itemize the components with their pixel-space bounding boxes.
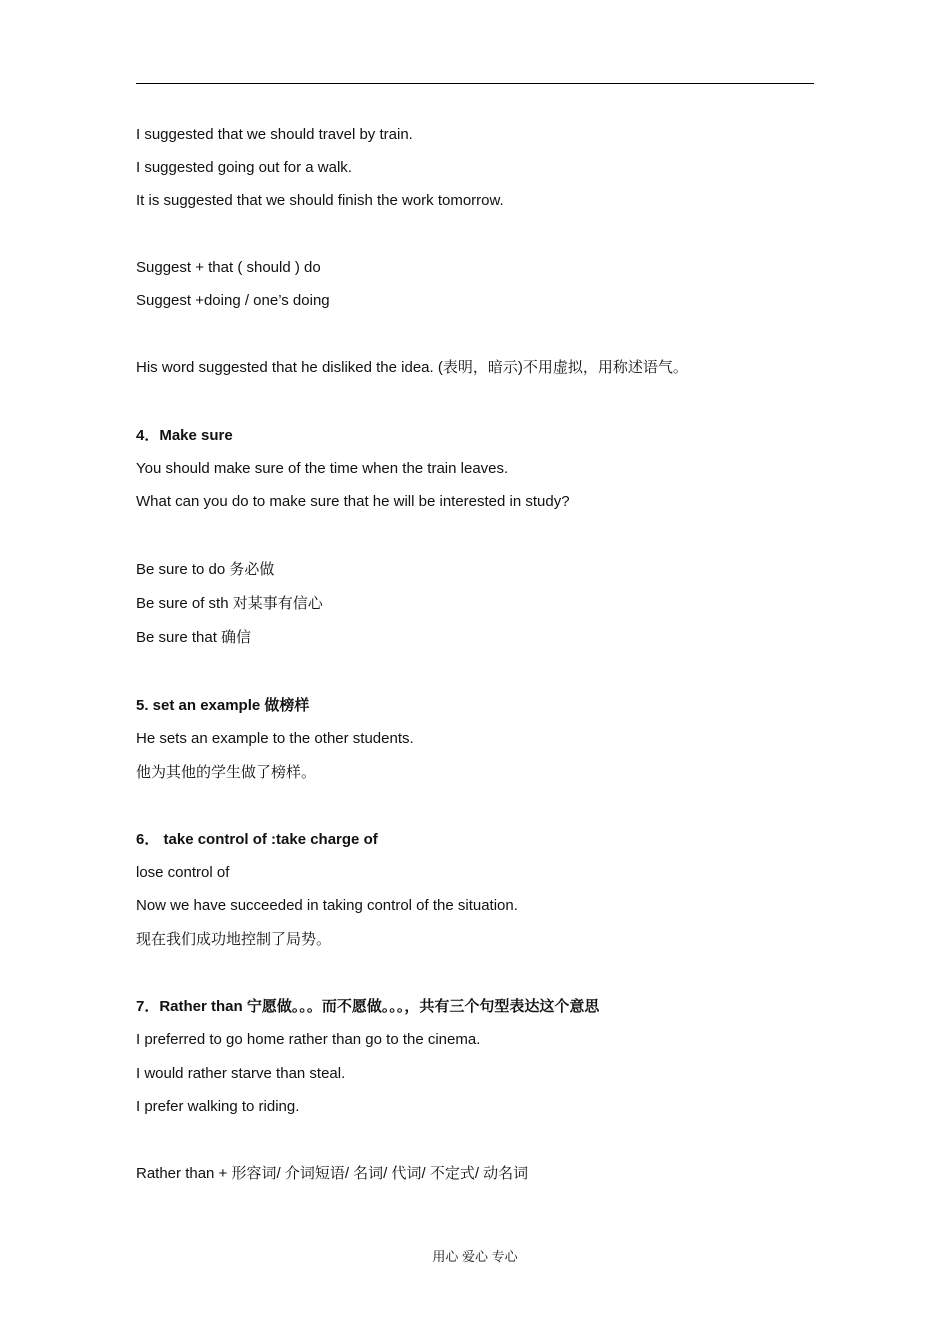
usage-pattern: Suggest + that ( should ) do — [136, 259, 321, 276]
example-sentence: I would rather starve than steal. — [136, 1065, 346, 1082]
example-sentence: What can you do to make sure that he will be interested in study? — [136, 493, 570, 510]
section-heading: 4．Make sure — [136, 427, 233, 444]
example-sentence: I suggested going out for a walk. — [136, 159, 352, 176]
usage-pattern: lose control of — [136, 864, 230, 881]
section-heading: 5. set an example 做榜样 — [136, 697, 310, 714]
header-rule — [136, 83, 814, 84]
example-sentence: Now we have succeeded in taking control of the situation. — [136, 897, 518, 914]
section-heading: 7．Rather than 宁愿做。。。而不愿做。。。，共有三个句型表达这个意思 — [136, 998, 600, 1015]
example-sentence: You should make sure of the time when the train leaves. — [136, 460, 509, 477]
example-sentence: His word suggested that he disliked the idea. (表明，暗示)不用虚拟，用称述语气。 — [136, 359, 688, 376]
example-sentence: I preferred to go home rather than go to the cinema. — [136, 1031, 481, 1048]
section-heading: 6． take control of :take charge of — [136, 831, 378, 848]
usage-pattern: Be sure of sth 对某事有信心 — [136, 595, 323, 612]
page-footer: 用心 爱心 专心 — [432, 1249, 518, 1264]
usage-pattern: Rather than + 形容词/ 介词短语/ 名词/ 代词/ 不定式/ 动名词 — [136, 1165, 529, 1182]
usage-pattern: Suggest +doing / one’s doing — [136, 292, 330, 309]
translation: 他为其他的学生做了榜样。 — [136, 764, 317, 781]
translation: 现在我们成功地控制了局势。 — [136, 931, 332, 948]
usage-pattern: Be sure that 确信 — [136, 629, 252, 646]
usage-pattern: Be sure to do 务必做 — [136, 561, 275, 578]
example-sentence: I suggested that we should travel by train. — [136, 126, 413, 143]
example-sentence: I prefer walking to riding. — [136, 1098, 300, 1115]
example-sentence: It is suggested that we should finish the work tomorrow. — [136, 192, 504, 209]
example-sentence: He sets an example to the other students. — [136, 730, 414, 747]
